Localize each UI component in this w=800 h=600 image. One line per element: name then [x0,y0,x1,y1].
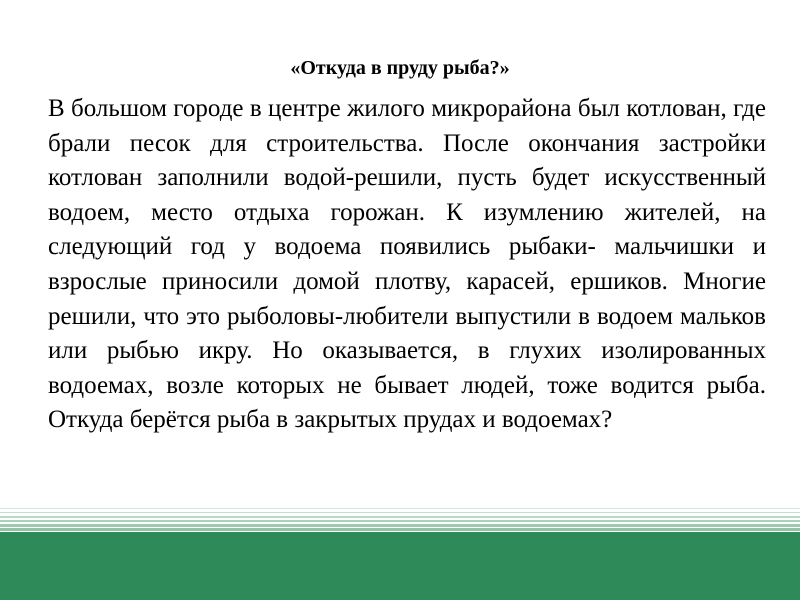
footer-stripe [0,520,800,522]
slide-title: «Откуда в пруду рыба?» [290,57,510,79]
slide-body-text: В большом городе в центре жилого микрорайона был котлован, где брали песок для строительства. После окончания застройки котлован заполнили водой-решили, пусть будет искусственный водоем, место отдыха горожан. К изумлению жителей, на следующий год у водоема появились рыбаки- мальчишки и взрослые приносили домой плотву, карасей, ершиков. Многие решили, что это рыболовы-любители выпустили в водоем мальков или рыбью икру. Но оказывается, в глухих изолированных водоемах, возле которых не бывает людей, тоже водится рыба. Откуда берётся рыба в закрытых прудах и водоемах? [48,95,766,434]
footer-stripe [0,508,800,509]
footer-stripe [0,512,800,513]
footer-band [0,532,800,600]
footer-stripe [0,524,800,527]
footer-stripes [0,508,800,532]
footer-stripe [0,516,800,518]
footer-stripe [0,528,800,531]
